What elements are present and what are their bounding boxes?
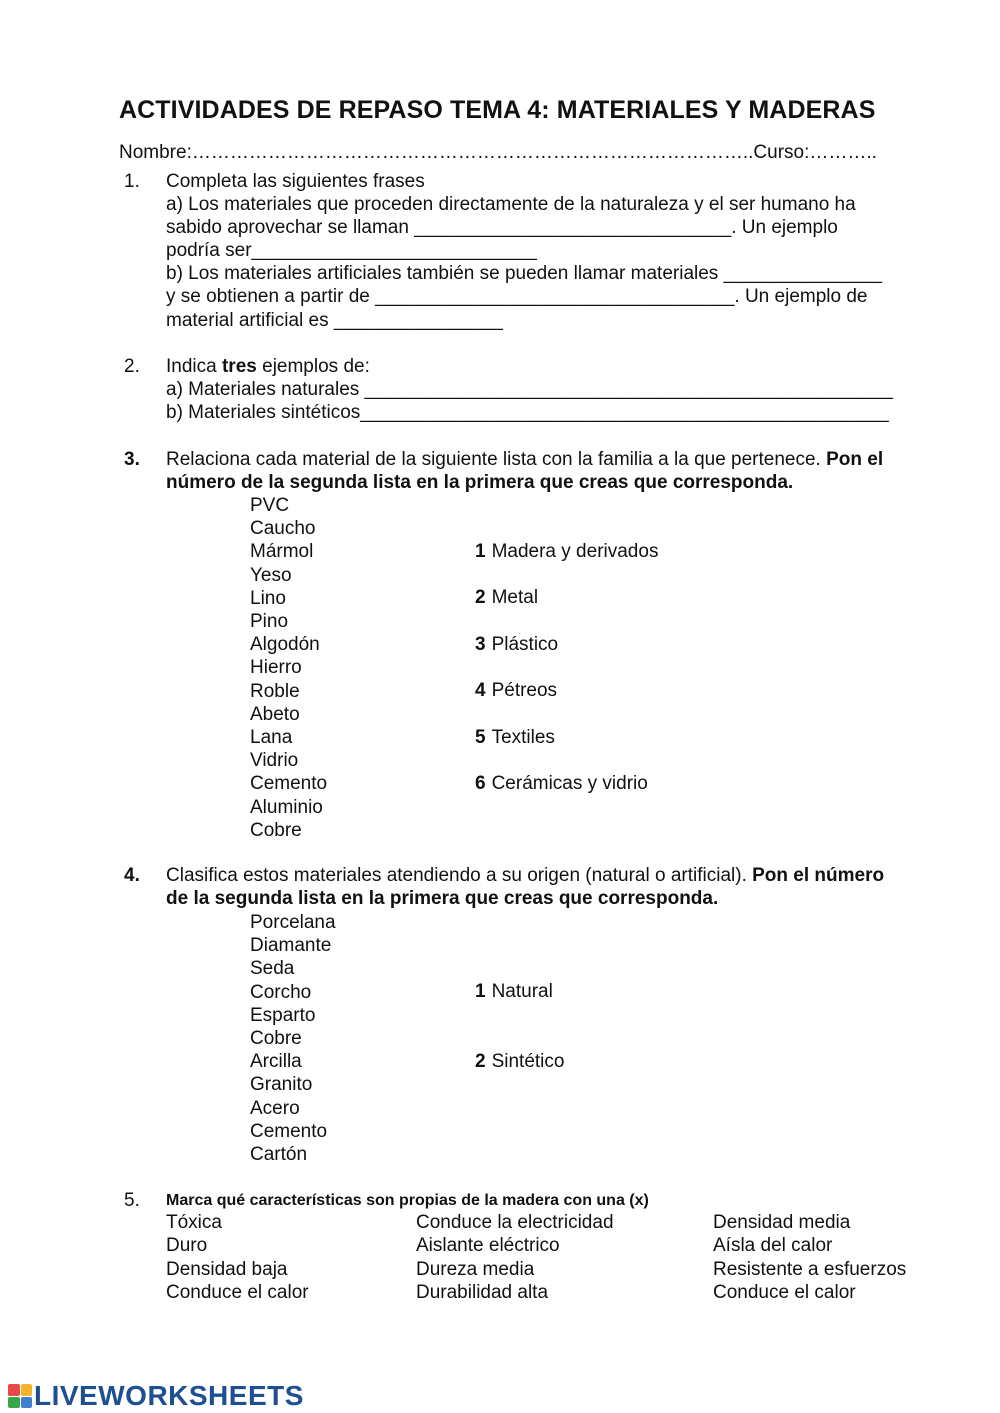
material-item: Mármol [250,541,314,563]
material-item: Acero [250,1097,300,1119]
characteristic-option: Duro [166,1235,208,1257]
material-item: Lana [250,727,293,748]
question-1-line: y se obtienen a partir de __________________________________. Un ejemplo de [166,286,868,307]
origin-number: 1 [475,981,486,1002]
family-number: 6 [475,773,486,794]
characteristic-option: Durabilidad alta [416,1281,549,1303]
question-4-prompt [166,864,884,887]
family-label: Pétreos [491,680,558,702]
material-item: Algodón [250,634,320,656]
family-number: 1 [475,541,486,562]
characteristic-option: Tóxica [166,1212,222,1233]
characteristic-option: Densidad baja [166,1258,288,1280]
material-item: Pino [250,611,289,632]
question-1-line: a) Los materiales que proceden directamente de la naturaleza y el ser humano ha [166,194,856,215]
material-item: Caucho [250,518,316,540]
material-item: Arcilla [250,1051,302,1073]
material-item: Seda [250,958,295,980]
question-1-line: material artificial es ________________ [166,310,503,331]
prompt-text: ejemplos de: [256,356,370,377]
material-item: Diamante [250,935,332,957]
characteristic-option: Conduce el calor [166,1281,309,1303]
question-3-number: 3. [124,449,140,470]
question-5-prompt: Marca qué características son propias de la madera con una (x) [166,1192,649,1209]
prompt-text: Relaciona cada material de la siguiente lista con la familia a la que pertenece. [166,449,827,470]
material-item: Esparto [250,1004,316,1026]
material-item: Abeto [250,703,300,725]
material-item: Porcelana [250,912,336,933]
question-3-prompt-cont: número de la segunda lista en la primera que creas que corresponda. [166,472,794,493]
question-5-number: 5. [124,1190,140,1211]
question-1-prompt: Completa las siguientes frases [166,171,425,192]
family-item [475,540,658,563]
prompt-bold-text: Pon el [826,449,884,470]
family-item [475,679,557,702]
material-item: PVC [250,495,290,516]
origin-label: Natural [491,981,553,1002]
family-number: 5 [475,726,486,748]
material-item: Hierro [250,657,302,679]
question-1-number: 1. [124,171,140,192]
question-2-line-a: a) Materiales naturales __________________________________________________ [166,379,893,400]
family-label: Plástico [491,633,559,655]
characteristic-option: Resistente a esfuerzos [713,1258,907,1280]
origin-label: Sintético [491,1050,565,1072]
family-label: Madera y derivados [491,541,659,562]
characteristic-option: Aislante eléctrico [416,1235,560,1257]
family-item [475,586,538,609]
question-4-number: 4. [124,865,140,886]
origin-number: 2 [475,1050,486,1072]
material-item: Aluminio [250,796,323,818]
characteristic-option: Dureza media [416,1258,535,1280]
question-2-line-b: b) Materiales sintéticos__________________________________________________ [166,402,889,423]
material-item: Cemento [250,773,328,795]
material-item: Cemento [250,1120,328,1142]
family-item [475,726,555,749]
characteristic-option: Conduce la electricidad [416,1212,614,1233]
question-1-line: b) Los materiales artificiales también se pueden llamar materiales _______________ [166,263,883,284]
material-item: Lino [250,587,286,609]
prompt-text: Clasifica estos materiales atendiendo a su origen (natural o artificial). [166,865,753,886]
prompt-bold-text: Pon el número [752,865,885,886]
question-1-line: sabido aprovechar se llaman ______________________________. Un ejemplo [166,217,838,238]
material-item: Cobre [250,819,302,841]
characteristic-option: Aísla del calor [713,1235,833,1257]
characteristic-option: Conduce el calor [713,1281,856,1303]
material-item: Cobre [250,1028,302,1049]
family-number: 2 [475,587,486,609]
logo-icon [8,1384,32,1408]
family-label: Cerámicas y vidrio [491,773,648,794]
family-number: 3 [475,633,486,655]
material-item: Vidrio [250,750,299,772]
question-2-prompt [166,355,370,378]
liveworksheets-logo [8,1380,304,1412]
prompt-bold-text: tres [221,356,257,377]
origin-item [475,980,553,1003]
material-item: Yeso [250,564,292,586]
family-number: 4 [475,680,486,702]
family-label: Textiles [491,726,555,748]
page-title: ACTIVIDADES DE REPASO TEMA 4: MATERIALES Y MADERAS [119,96,876,124]
logo-text: LIVEWORKSHEETS [34,1380,304,1411]
family-label: Metal [491,587,539,609]
characteristic-option: Densidad media [713,1212,851,1233]
prompt-text: Indica [166,356,222,377]
material-item: Cartón [250,1144,308,1165]
origin-item [475,1050,564,1073]
material-item: Corcho [250,981,312,1003]
question-1-line: podría ser___________________________ [166,240,537,261]
family-item [475,772,648,795]
question-4-prompt-cont: de la segunda lista en la primera que creas que corresponda. [166,888,719,909]
material-item: Roble [250,680,300,702]
question-2-number: 2. [124,356,140,377]
name-course-line: Nombre:……………………………………………………………………………..Curso:……….. [119,142,877,163]
question-3-prompt [166,448,883,471]
family-item [475,633,558,656]
material-item: Granito [250,1074,313,1096]
